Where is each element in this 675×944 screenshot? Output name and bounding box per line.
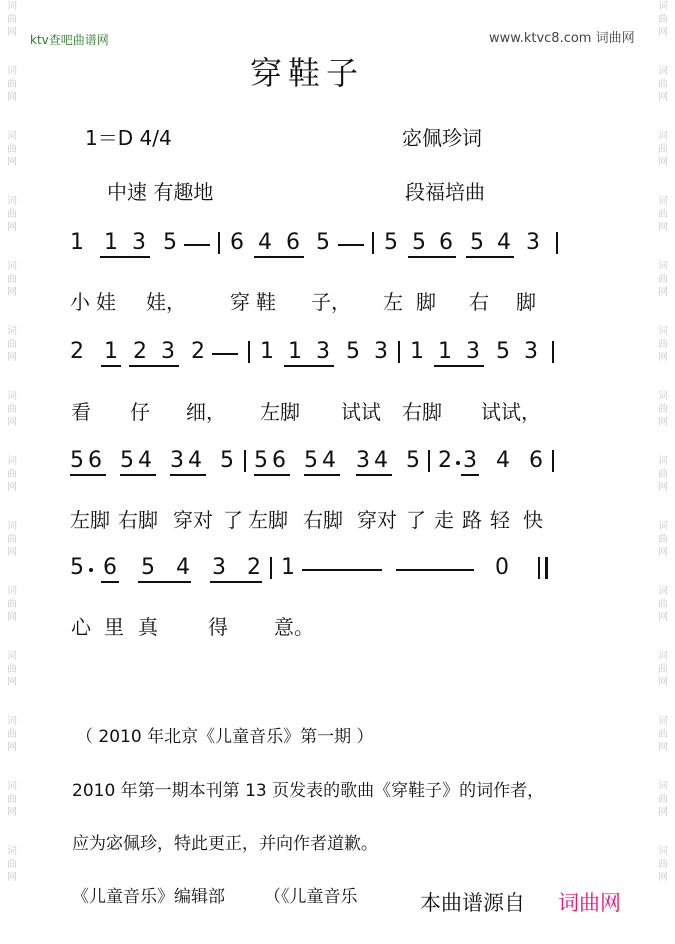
note: 6 <box>272 448 286 473</box>
note: 3 <box>463 448 477 473</box>
watermark-glyph: 词 <box>7 716 17 727</box>
watermark-glyph: 词 <box>658 1 668 12</box>
watermark-glyph: 曲 <box>7 534 17 545</box>
watermark-glyph: 曲 <box>7 664 17 675</box>
note: 1 <box>104 230 118 255</box>
lyric: 轻 <box>490 508 510 532</box>
note: 5 <box>220 448 234 473</box>
watermark-glyph: 网 <box>7 547 17 558</box>
watermark-glyph: 词 <box>7 1 17 12</box>
editorial-signature: 《儿童音乐》编辑部 <box>72 887 225 907</box>
note: 5 <box>384 230 398 255</box>
note: 5 <box>70 555 84 580</box>
lyric: 真 <box>138 615 158 639</box>
beam-underline <box>101 365 121 367</box>
note: 2 <box>438 448 452 473</box>
extension-dash <box>396 569 474 571</box>
note: 5 <box>141 555 155 580</box>
tempo-marking: 中速 有趣地 <box>107 180 214 204</box>
note: 1 <box>288 339 302 364</box>
watermark-glyph: 曲 <box>7 274 17 285</box>
watermark-glyph: 词 <box>658 456 668 467</box>
beam-underline <box>101 581 119 583</box>
lyric: 意。 <box>274 615 314 639</box>
watermark-glyph: 词 <box>7 846 17 857</box>
watermark-glyph-group <box>655 585 671 624</box>
key-signature: 1＝D 4/4 <box>85 126 172 150</box>
watermark-glyph: 词 <box>658 846 668 857</box>
beam-underline <box>254 474 290 476</box>
song-title: 穿鞋子 <box>250 54 365 92</box>
beam-underline <box>129 365 179 367</box>
watermark-glyph-group <box>655 260 671 299</box>
beam-underline <box>254 256 304 258</box>
note: 3 <box>316 339 330 364</box>
beam-underline <box>434 365 484 367</box>
note: 1 <box>410 339 424 364</box>
watermark-glyph-group <box>4 65 20 104</box>
beam-underline <box>356 474 392 476</box>
note: 6 <box>529 448 543 473</box>
watermark-glyph: 词 <box>7 456 17 467</box>
note: 5 <box>163 230 177 255</box>
watermark-glyph: 网 <box>7 352 17 363</box>
watermark-glyph: 曲 <box>7 729 17 740</box>
note: 6 <box>88 448 102 473</box>
note: 3 <box>132 230 146 255</box>
note: 5 <box>304 448 318 473</box>
watermark-glyph: 网 <box>658 612 668 623</box>
note: 4 <box>258 230 272 255</box>
watermark-glyph: 网 <box>658 287 668 298</box>
watermark-glyph: 网 <box>658 807 668 818</box>
watermark-glyph: 曲 <box>658 794 668 805</box>
beam-underline <box>100 256 150 258</box>
watermark-glyph: 曲 <box>658 664 668 675</box>
watermark-glyph: 词 <box>7 521 17 532</box>
watermark-glyph-group <box>4 390 20 429</box>
barline <box>428 450 430 472</box>
barline <box>556 232 558 254</box>
correction-line-2: 应为宓佩珍，特此更正，并向作者道歉。 <box>72 834 378 854</box>
watermark-glyph: 网 <box>658 157 668 168</box>
composer-credit: 段福培曲 <box>405 180 485 204</box>
watermark-glyph: 词 <box>658 326 668 337</box>
watermark-glyph: 词 <box>7 781 17 792</box>
note: 5 <box>316 230 330 255</box>
beam-underline <box>284 365 334 367</box>
lyric: 小 <box>70 290 90 314</box>
note: 2 <box>247 555 261 580</box>
note: 3 <box>374 339 388 364</box>
beam-underline <box>138 581 191 583</box>
note: 1 <box>260 339 274 364</box>
watermark-glyph-group <box>655 715 671 754</box>
note: 1 <box>104 339 118 364</box>
lyric: 仔 <box>130 400 150 424</box>
note: 5 <box>470 230 484 255</box>
note: 1 <box>70 230 84 255</box>
watermark-glyph: 网 <box>658 352 668 363</box>
watermark-glyph: 网 <box>7 417 17 428</box>
watermark-glyph: 曲 <box>7 339 17 350</box>
lyric: 细， <box>186 400 226 424</box>
watermark-glyph-group <box>655 325 671 364</box>
watermark-glyph: 曲 <box>7 404 17 415</box>
note: 2 <box>70 339 84 364</box>
watermark-glyph: 词 <box>658 66 668 77</box>
lyric: 看 <box>71 400 91 424</box>
watermark-glyph-group <box>4 455 20 494</box>
watermark-glyph: 网 <box>658 222 668 233</box>
lyricist-credit: 宓佩珍词 <box>402 126 482 150</box>
lyric: 走 <box>434 508 454 532</box>
beam-underline <box>170 474 206 476</box>
watermark-glyph: 网 <box>7 222 17 233</box>
watermark-glyph: 曲 <box>658 729 668 740</box>
watermark-glyph: 网 <box>7 92 17 103</box>
watermark-glyph: 曲 <box>658 599 668 610</box>
watermark-glyph-group <box>655 455 671 494</box>
watermark-glyph-group <box>655 520 671 559</box>
lyric: 娃， <box>146 290 186 314</box>
note: 4 <box>138 448 152 473</box>
watermark-glyph-group <box>4 130 20 169</box>
lyric: 左脚 <box>248 508 288 532</box>
barline <box>398 341 400 363</box>
beam-underline <box>304 474 340 476</box>
watermark-glyph: 网 <box>7 482 17 493</box>
note: 1 <box>438 339 452 364</box>
watermark-glyph: 词 <box>7 196 17 207</box>
final-barline-thick <box>545 557 548 579</box>
right-watermark-column <box>655 0 671 944</box>
note: 4 <box>322 448 336 473</box>
lyric: 快 <box>523 508 543 532</box>
watermark-glyph: 词 <box>7 326 17 337</box>
watermark-glyph: 词 <box>658 651 668 662</box>
watermark-glyph: 曲 <box>658 274 668 285</box>
watermark-glyph: 词 <box>658 586 668 597</box>
note: 4 <box>497 230 511 255</box>
beam-underline <box>210 581 262 583</box>
watermark-glyph: 网 <box>658 92 668 103</box>
note: 5 <box>412 230 426 255</box>
note: 4 <box>176 555 190 580</box>
lyric: 了 <box>406 508 426 532</box>
watermark-glyph: 词 <box>658 781 668 792</box>
note: 2 <box>133 339 147 364</box>
barline <box>372 232 374 254</box>
site-logo-left: ktv查吧曲谱网 <box>30 33 109 47</box>
watermark-glyph-group <box>655 845 671 884</box>
note: 4 <box>496 448 510 473</box>
lyric: 鞋 <box>256 290 276 314</box>
note: 3 <box>526 230 540 255</box>
note: 6 <box>286 230 300 255</box>
beam-underline <box>461 474 479 476</box>
extension-dash <box>184 244 210 246</box>
note: 3 <box>170 448 184 473</box>
watermark-glyph-group <box>4 0 20 39</box>
watermark-glyph-group <box>4 715 20 754</box>
watermark-glyph: 网 <box>658 872 668 883</box>
lyric: 里 <box>104 615 124 639</box>
watermark-glyph: 曲 <box>7 794 17 805</box>
extension-dash <box>212 353 238 355</box>
note: 5 <box>70 448 84 473</box>
watermark-glyph: 词 <box>7 261 17 272</box>
watermark-glyph: 词 <box>658 716 668 727</box>
lyric: 右 <box>469 290 489 314</box>
watermark-glyph: 网 <box>7 27 17 38</box>
lyric: 穿 <box>230 290 250 314</box>
watermark-glyph-group <box>4 845 20 884</box>
lyric: 娃 <box>96 290 116 314</box>
note: 3 <box>356 448 370 473</box>
watermark-glyph: 网 <box>658 27 668 38</box>
watermark-glyph: 曲 <box>658 469 668 480</box>
note: 3 <box>466 339 480 364</box>
note: 2 <box>191 339 205 364</box>
note: 5 <box>346 339 360 364</box>
lyric: 得 <box>208 615 228 639</box>
barline <box>552 450 554 472</box>
lyric: 右脚 <box>118 508 158 532</box>
watermark-glyph-group <box>655 780 671 819</box>
watermark-glyph: 曲 <box>658 859 668 870</box>
barline <box>244 450 246 472</box>
note: 4 <box>374 448 388 473</box>
note: 5 <box>120 448 134 473</box>
watermark-glyph: 曲 <box>7 144 17 155</box>
watermark-glyph: 曲 <box>658 144 668 155</box>
watermark-glyph: 曲 <box>7 469 17 480</box>
watermark-glyph: 网 <box>7 677 17 688</box>
beam-underline <box>466 256 514 258</box>
watermark-glyph-group <box>655 65 671 104</box>
watermark-glyph: 曲 <box>658 534 668 545</box>
watermark-glyph-group <box>4 325 20 364</box>
correction-line-1: 2010 年第一期本刊第 13 页发表的歌曲《穿鞋子》的词作者， <box>72 781 545 801</box>
lyric: 心 <box>71 615 91 639</box>
source-label: 本曲谱源自 <box>420 891 525 915</box>
watermark-glyph: 网 <box>658 742 668 753</box>
barline <box>218 232 220 254</box>
watermark-glyph: 词 <box>7 651 17 662</box>
watermark-glyph: 网 <box>7 612 17 623</box>
watermark-glyph: 词 <box>7 66 17 77</box>
lyric: 了 <box>223 508 243 532</box>
dotted-note-dot <box>89 568 93 572</box>
watermark-glyph: 曲 <box>7 209 17 220</box>
watermark-glyph: 词 <box>658 131 668 142</box>
lyric: 试试， <box>481 400 541 424</box>
beam-underline <box>70 474 106 476</box>
lyric: 子， <box>311 290 351 314</box>
watermark-glyph: 曲 <box>7 14 17 25</box>
lyric: 左脚 <box>70 508 110 532</box>
watermark-glyph-group <box>4 650 20 689</box>
watermark-glyph: 网 <box>7 742 17 753</box>
watermark-glyph: 网 <box>658 677 668 688</box>
beam-underline <box>408 256 456 258</box>
note: 0 <box>495 555 509 580</box>
watermark-glyph: 词 <box>7 586 17 597</box>
watermark-glyph: 网 <box>658 547 668 558</box>
watermark-glyph: 曲 <box>658 209 668 220</box>
watermark-glyph: 网 <box>7 807 17 818</box>
watermark-glyph-group <box>4 260 20 299</box>
lyric: 穿对 <box>357 508 397 532</box>
watermark-glyph: 网 <box>658 482 668 493</box>
left-watermark-column <box>4 0 20 944</box>
note: 5 <box>254 448 268 473</box>
note: 5 <box>496 339 510 364</box>
note: 3 <box>161 339 175 364</box>
watermark-glyph-group <box>655 0 671 39</box>
final-barline-thin <box>538 557 540 579</box>
site-logo-right: www.ktvc8.com 词曲网 <box>489 31 635 46</box>
watermark-glyph: 网 <box>7 872 17 883</box>
lyric: 穿对 <box>173 508 213 532</box>
note: 6 <box>439 230 453 255</box>
watermark-glyph: 词 <box>658 391 668 402</box>
lyric: 右脚 <box>402 400 442 424</box>
note: 3 <box>524 339 538 364</box>
watermark-glyph: 词 <box>7 131 17 142</box>
note: 1 <box>281 555 295 580</box>
lyric: 试试 <box>341 400 381 424</box>
beam-underline <box>120 474 156 476</box>
watermark-glyph: 曲 <box>658 404 668 415</box>
watermark-glyph: 词 <box>7 391 17 402</box>
watermark-glyph-group <box>4 195 20 234</box>
lyric: 脚 <box>416 290 436 314</box>
note: 5 <box>406 448 420 473</box>
watermark-glyph-group <box>655 390 671 429</box>
watermark-glyph: 曲 <box>658 79 668 90</box>
note: 6 <box>103 555 117 580</box>
watermark-glyph: 曲 <box>7 79 17 90</box>
watermark-glyph: 词 <box>658 521 668 532</box>
lyric: 右脚 <box>303 508 343 532</box>
extension-dash <box>302 569 382 571</box>
watermark-glyph: 网 <box>7 287 17 298</box>
note: 6 <box>230 230 244 255</box>
watermark-glyph-group <box>4 780 20 819</box>
watermark-glyph-group <box>655 195 671 234</box>
barline <box>552 341 554 363</box>
note: 3 <box>212 555 226 580</box>
watermark-glyph: 曲 <box>658 339 668 350</box>
source-citation: （ 2010 年北京《儿童音乐》第一期 ） <box>76 727 374 747</box>
extension-dash <box>338 244 364 246</box>
dotted-note-dot <box>456 461 460 465</box>
brand-link[interactable]: 词曲网 <box>558 891 621 915</box>
watermark-glyph: 曲 <box>7 859 17 870</box>
barline <box>248 341 250 363</box>
watermark-glyph: 词 <box>658 261 668 272</box>
watermark-glyph: 网 <box>7 157 17 168</box>
watermark-glyph: 网 <box>658 417 668 428</box>
watermark-glyph-group <box>655 130 671 169</box>
lyric: 路 <box>462 508 482 532</box>
barline <box>270 557 272 579</box>
watermark-glyph-group <box>4 520 20 559</box>
truncated-citation: （《儿童音乐 <box>264 887 358 907</box>
lyric: 左脚 <box>260 400 300 424</box>
watermark-glyph: 曲 <box>658 14 668 25</box>
watermark-glyph: 曲 <box>7 599 17 610</box>
note: 4 <box>188 448 202 473</box>
watermark-glyph-group <box>655 650 671 689</box>
watermark-glyph-group <box>4 585 20 624</box>
lyric: 左 <box>383 290 403 314</box>
lyric: 脚 <box>516 290 536 314</box>
watermark-glyph: 词 <box>658 196 668 207</box>
